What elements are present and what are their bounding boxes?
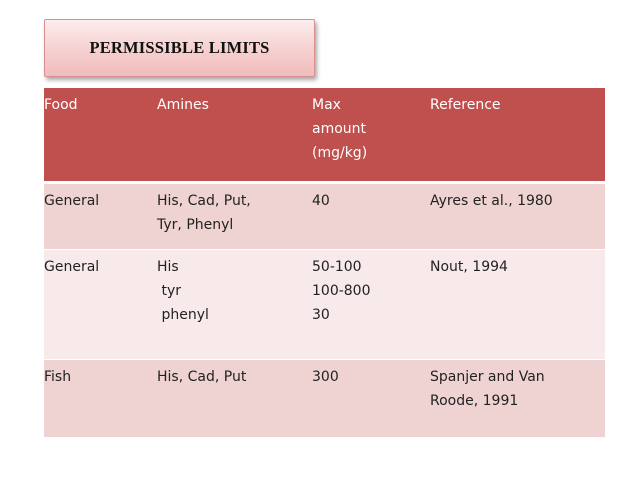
header-amines-line: Amines: [157, 97, 209, 113]
cell-reference: [430, 182, 605, 249]
cell-line: tyr: [157, 282, 181, 299]
cell-line: 40: [312, 192, 330, 209]
cell-line: Fish: [44, 368, 72, 385]
cell-line: His, Cad, Put,: [157, 192, 251, 209]
cell-food: [44, 182, 157, 249]
header-food-line: Food: [44, 97, 78, 113]
header-amines: [157, 88, 312, 182]
slide-title: PERMISSIBLE LIMITS: [89, 38, 270, 57]
cell-max-amount: [312, 182, 430, 249]
cell-line: Spanjer and Van: [430, 368, 545, 385]
cell-line: 30: [312, 306, 330, 323]
table-row: [44, 182, 605, 249]
cell-max-amount: [312, 359, 430, 437]
cell-line: 50-100: [312, 258, 362, 275]
cell-line: General: [44, 258, 100, 275]
cell-line: phenyl: [157, 306, 209, 323]
cell-line: Ayres et al., 1980: [430, 192, 553, 209]
cell-line: Tyr, Phenyl: [157, 216, 234, 233]
cell-line: Nout, 1994: [430, 258, 508, 275]
header-max-line: (mg/kg): [312, 145, 368, 161]
header-reference: [430, 88, 605, 182]
cell-amines: [157, 182, 312, 249]
cell-reference: [430, 249, 605, 359]
header-max-amount: [312, 88, 430, 182]
cell-amines: [157, 249, 312, 359]
cell-amines: [157, 359, 312, 437]
cell-food: [44, 249, 157, 359]
cell-max-amount: [312, 249, 430, 359]
table-header-row: [44, 88, 605, 182]
cell-line: His, Cad, Put: [157, 368, 247, 385]
permissible-limits-table: [44, 88, 605, 437]
cell-line: 300: [312, 368, 339, 385]
table-row: [44, 249, 605, 359]
table-row: [44, 359, 605, 437]
header-max-line: Max: [312, 97, 341, 113]
cell-line: General: [44, 192, 100, 209]
cell-line: Roode, 1991: [430, 392, 519, 409]
title-box: [44, 19, 315, 77]
cell-food: [44, 359, 157, 437]
header-food: [44, 88, 157, 182]
header-max-line: amount: [312, 121, 367, 137]
cell-line: His: [157, 258, 179, 275]
cell-reference: [430, 359, 605, 437]
cell-line: 100-800: [312, 282, 371, 299]
header-reference-line: Reference: [430, 97, 501, 113]
